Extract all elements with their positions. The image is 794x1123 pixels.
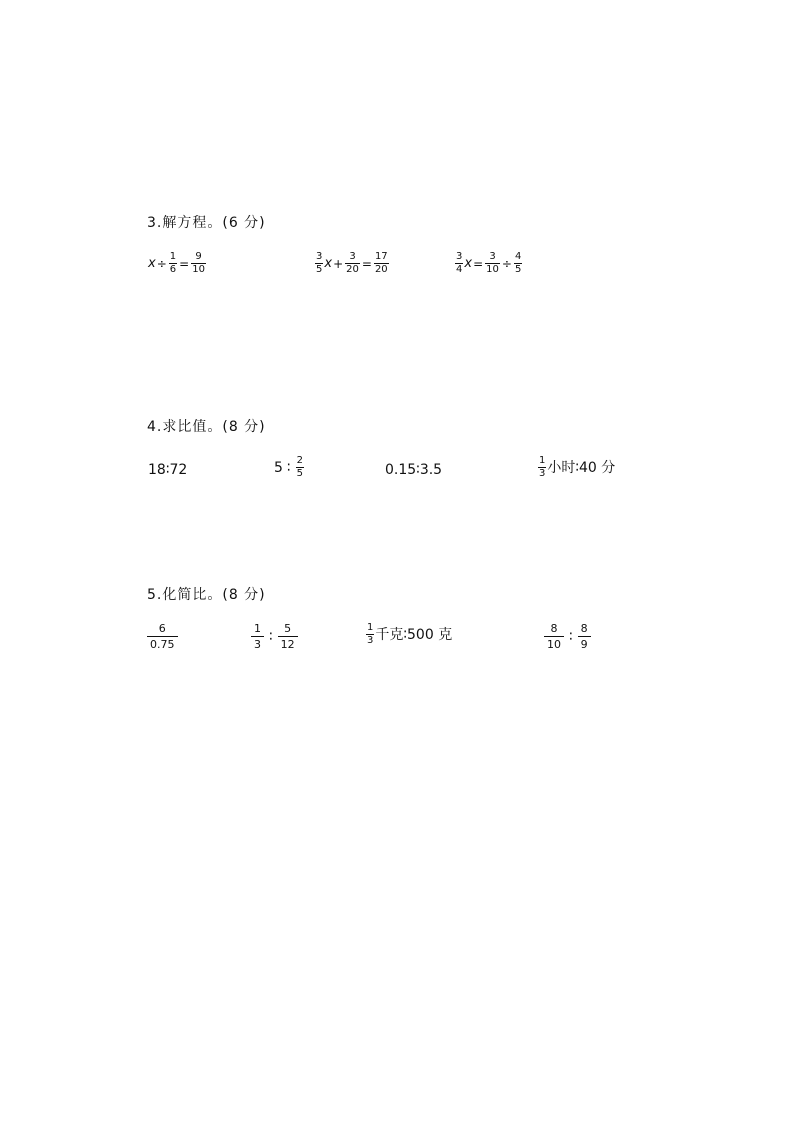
ratio-colon: ∶ [569,628,573,645]
equals-sign: = [473,256,484,271]
fraction [374,252,389,275]
fraction [191,252,206,275]
denominator: 3 [251,636,264,650]
denominator: 5 [514,264,522,275]
fraction [455,252,463,275]
ratio-problem-3: 0.15∶3.5 [385,462,443,478]
fraction [296,456,304,479]
equation-2 [314,252,390,275]
fraction [578,623,591,650]
denominator: 3 [367,635,374,646]
ratio-remainder: 千克∶500 克 [375,626,453,643]
divide-sign: ÷ [501,256,512,271]
denominator: 6 [169,264,177,275]
numerator: 3 [349,251,356,262]
fraction [485,252,500,275]
variable-x: x [324,256,333,271]
numerator: 1 [169,251,177,262]
denominator: 5 [296,468,303,479]
denominator: 5 [316,264,323,275]
numerator: 5 [284,622,292,635]
fraction [315,252,323,275]
fraction [366,623,374,646]
numerator: 8 [580,622,588,635]
fraction [514,252,522,275]
fraction [147,623,178,650]
ratio-remainder: 小时∶40 分 [547,459,616,476]
section-5-title: 5.化简比。(8 分) [147,587,266,603]
variable-x: x [148,256,156,271]
fraction [169,252,177,275]
numerator: 2 [296,455,303,466]
variable-x: x [464,256,473,271]
equals-sign: = [361,256,372,271]
ratio-problem-1: 18∶72 [148,462,188,478]
fraction [544,623,564,650]
numerator: 17 [374,251,388,262]
denominator: 3 [539,468,546,479]
ratio-colon: ∶ [286,459,291,476]
numerator: 3 [489,251,496,262]
ratio-problem-2 [274,456,305,479]
plus-sign: + [333,256,344,271]
denominator: 4 [456,264,463,275]
numerator: 1 [367,622,374,633]
numerator: 3 [316,251,323,262]
ratio-term: 5 [274,459,283,476]
denominator: 12 [278,636,298,650]
equation-1 [148,252,207,275]
denominator: 10 [486,264,499,275]
simplify-problem-1 [146,623,179,650]
equation-3 [454,252,523,275]
simplify-problem-3 [365,623,452,646]
fraction [345,252,360,275]
fraction [251,623,264,650]
denominator: 0.75 [147,636,178,650]
numerator: 4 [514,251,522,262]
divide-sign: ÷ [156,256,167,271]
fraction [278,623,298,650]
fraction [538,456,546,479]
numerator: 3 [456,251,463,262]
section-3-title: 3.解方程。(6 分) [147,215,266,231]
ratio-colon: ∶ [269,628,273,645]
simplify-problem-4 [543,623,592,650]
ratio-problem-4 [537,456,615,479]
numerator: 6 [158,622,166,635]
denominator: 10 [192,264,205,275]
numerator: 1 [539,455,546,466]
simplify-problem-2 [250,623,299,650]
equals-sign: = [179,256,190,271]
numerator: 9 [195,251,202,262]
numerator: 8 [550,622,558,635]
section-4-title: 4.求比值。(8 分) [147,419,266,435]
numerator: 1 [254,622,261,635]
denominator: 10 [544,636,564,650]
denominator: 20 [346,264,359,275]
denominator: 9 [578,636,591,650]
denominator: 20 [374,264,388,275]
